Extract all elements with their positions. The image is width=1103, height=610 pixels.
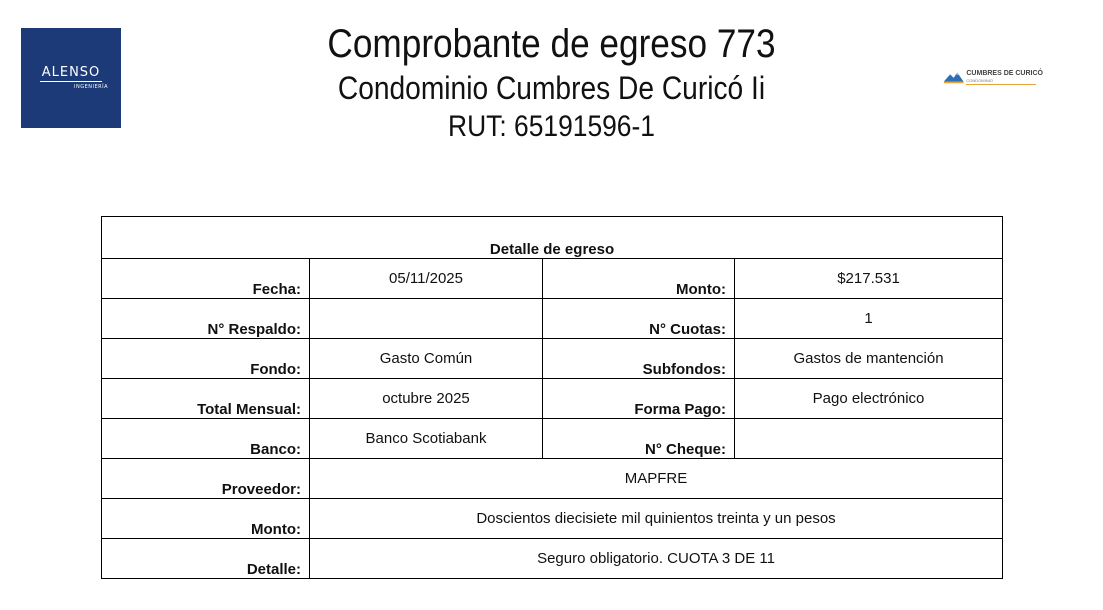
table-row xyxy=(102,499,1003,539)
table-row xyxy=(102,339,1003,379)
label-banco: Banco: xyxy=(102,419,310,459)
cumbres-logo-brand: CUMBRES DE CURICÓ xyxy=(966,69,1043,77)
label-fondo: Fondo: xyxy=(102,339,310,379)
table-row xyxy=(102,459,1003,499)
condominio-name: Condominio Cumbres De Curicó Ii xyxy=(337,70,766,106)
label-fecha: Fecha: xyxy=(102,259,310,299)
table-row xyxy=(102,539,1003,579)
table-row xyxy=(102,299,1003,339)
table-row xyxy=(102,379,1003,419)
alenso-logo-sub: INGENIERÍA xyxy=(74,84,108,90)
mountain-icon xyxy=(943,69,964,85)
table-title: Detalle de egreso xyxy=(102,217,1003,259)
label-cheque: N° Cheque: xyxy=(543,419,735,459)
document-header xyxy=(250,20,853,146)
rut-label: RUT: 65191596-1 xyxy=(448,110,655,143)
value-total-mensual: octubre 2025 xyxy=(310,379,543,419)
value-proveedor: MAPFRE xyxy=(310,459,1003,499)
value-cuotas: 1 xyxy=(735,299,1003,339)
label-proveedor: Proveedor: xyxy=(102,459,310,499)
value-respaldo xyxy=(310,299,543,339)
label-cuotas: N° Cuotas: xyxy=(543,299,735,339)
value-fondo: Gasto Común xyxy=(310,339,543,379)
value-detalle: Seguro obligatorio. CUOTA 3 DE 11 xyxy=(310,539,1003,579)
value-forma-pago: Pago electrónico xyxy=(735,379,1003,419)
alenso-logo-brand: ALENSO xyxy=(41,65,101,80)
label-subfondos: Subfondos: xyxy=(543,339,735,379)
value-fecha: 05/11/2025 xyxy=(310,259,543,299)
table-row xyxy=(102,259,1003,299)
value-banco: Banco Scotiabank xyxy=(310,419,543,459)
label-monto: Monto: xyxy=(543,259,735,299)
cumbres-logo-underline xyxy=(966,84,1036,85)
label-total-mensual: Total Mensual: xyxy=(102,379,310,419)
label-monto-palabras: Monto: xyxy=(102,499,310,539)
label-respaldo: N° Respaldo: xyxy=(102,299,310,339)
document-title: Comprobante de egreso 773 xyxy=(327,22,776,66)
value-monto: $217.531 xyxy=(735,259,1003,299)
cumbres-logo-sub: CONDOMINIO xyxy=(966,77,993,83)
value-subfondos: Gastos de mantención xyxy=(735,339,1003,379)
detalle-egreso-table xyxy=(101,216,1003,579)
value-monto-palabras: Doscientos diecisiete mil quinientos treinta y un pesos xyxy=(310,499,1003,539)
alenso-logo xyxy=(21,28,121,128)
value-cheque xyxy=(735,419,1003,459)
label-detalle: Detalle: xyxy=(102,539,310,579)
label-forma-pago: Forma Pago: xyxy=(543,379,735,419)
table-row xyxy=(102,419,1003,459)
table-title-row xyxy=(102,217,1003,259)
cumbres-logo xyxy=(943,66,1043,88)
